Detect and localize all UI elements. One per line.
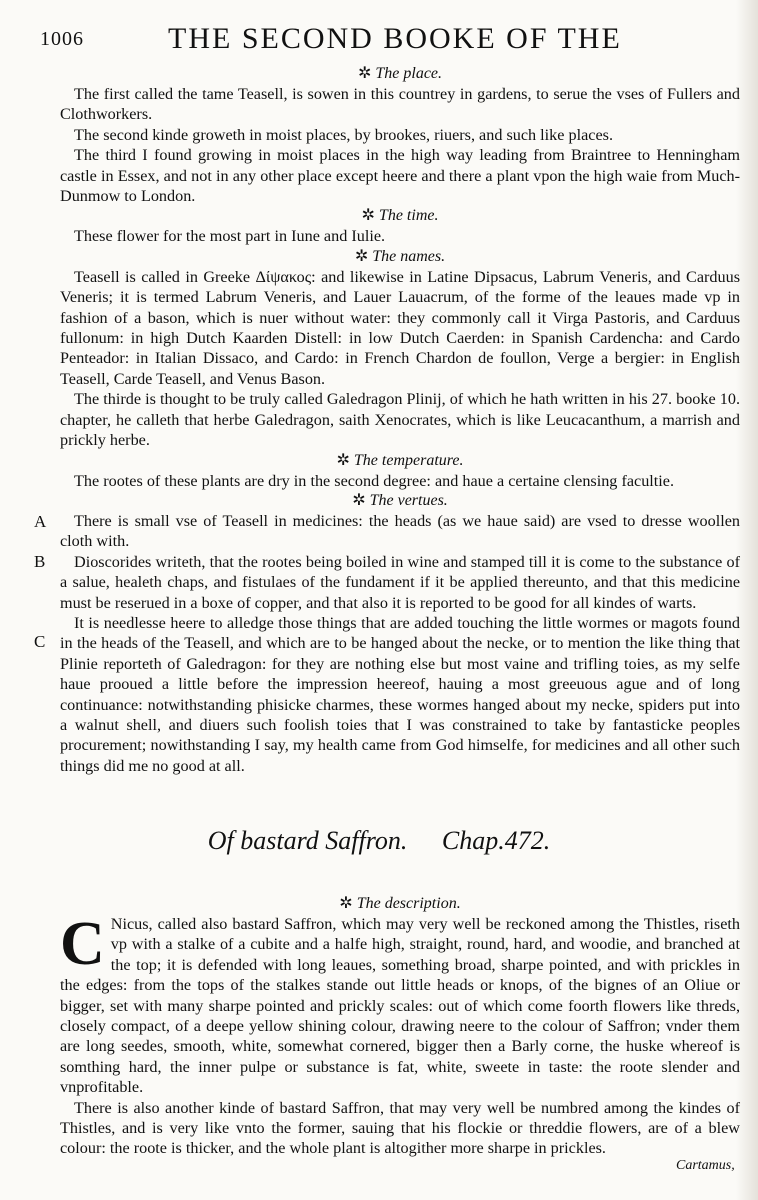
chapter-number: Chap.472. — [441, 826, 551, 855]
description-paragraph-1: C Nicus, called also bastard Saffron, which may very well be reckoned among the Thistles, riseth vp with a stalke of a cubite and a halfe high, straight, round, hard, and woodie, and branched at the top; it is defended with long leaues, something broad, sharpe pointed, and with prickles in the edges: from the tops of the stalkes stande out little heads or knops, of the bignes of an Oliue or bigger, set with many sharpe pointed and prickly scales: out of which come foorth flowers like threds, closely compact, of a deepe yellow shining colour, drawing neere to the colour of Saffron; vnder them are long seedes, smooth, white, somewhat cornered, bigger then a Barly corne, the huske whereof is somthing hard, the inner pulpe or substance is fat, white, sweete in taste: the roote slender and vnprofitable. — [60, 910, 740, 1097]
time-paragraph: These flower for the most part in Iune and Iulie. — [74, 227, 386, 246]
page-header — [40, 22, 740, 62]
asterism-icon: ✲ — [352, 491, 366, 509]
page-number: 1006 — [40, 28, 84, 50]
margin-letter-a: A — [34, 512, 47, 531]
catchword: Cartamus, — [676, 1158, 735, 1173]
time-heading: ✲ The time. — [361, 207, 439, 225]
asterism-icon: ✲ — [354, 247, 369, 265]
margin-letter-b: B — [34, 552, 46, 571]
chapter-title: Of bastard Saffron. — [207, 826, 408, 855]
asterism-icon: ✲ — [336, 451, 350, 469]
teasell-section — [60, 64, 740, 776]
vertue-b-paragraph: Dioscorides writeth, that the rootes being boiled in wine and stamped till it is come to the substance of a salue, healeth chaps, and fistulaes of the fundament if it be applied thereunto, and that this medicine must be reserued in a boxe of copper, and that also it is reported to be good for all kindes of warts. — [60, 552, 740, 612]
running-title: THE SECOND BOOKE OF THE — [168, 22, 622, 55]
names-paragraph-1: Teasell is called in Greeke Δίψακος: and likewise in Latine Dipsacus, Labrum Veneris, and Carduus Veneris; it is termed Labrum Veneris, and Lauer Lauacrum, of the forme of the leaues made vp in fashion of a bason, which is nuer without water: they commonly call it Virga Pastoris, and Carduus fullonum: in high Dutch Kaarden Distell: in low Dutch Caerden: in Spanish Cardencha: and Cardo Penteador: in Italian Dissaco, and Cardo: in French Chardon de foullon, Verge a bergier: in English Teasell, Carde Teasell, and Venus Bason. — [60, 267, 740, 388]
names-heading: ✲ The names. — [354, 247, 446, 265]
temperature-heading: ✲ The temperature. — [336, 451, 464, 469]
description-paragraph-2: There is also another kinde of bastard Saffron, that may very well be numbred among the kindes of Thistles, and is very like vnto the former, sauing that his flockie or threddie flowers, are of a blew colour: the roote is thicker, and the whole plant is altogither more sharpe in prickles. — [60, 1098, 740, 1158]
asterism-icon: ✲ — [339, 895, 353, 912]
drop-cap: C — [60, 910, 105, 978]
asterism-icon: ✲ — [357, 65, 372, 82]
names-paragraph-2: The thirde is thought to be truly called Galedragon Plinij, of which he hath written in his 27. booke 10. chapter, he calleth that herbe Galedragon, saith Xenocrates, which is like Leucacanthum, a marrish and prickly herbe. — [60, 390, 740, 450]
place-heading: ✲ The place. — [357, 65, 443, 82]
temperature-paragraph: The rootes of these plants are dry in the second degree: and haue a certaine clensing facultie. — [74, 471, 675, 490]
chapter-heading — [0, 826, 758, 856]
place-paragraph-3: The third I found growing in moist places in the high way leading from Braintree to Henningham castle in Essex, and not in any other place except heere and there a plant vpon the high waie from Much-Dunmow to London. — [60, 146, 740, 206]
bastard-saffron-section — [60, 894, 740, 1159]
vertue-c-paragraph: It is needlesse heere to alledge those things that are added touching the little wormes or magots found in the heads of the Teasell, and which are to be hanged about the necke, or to mention the like thing that Plinie reporteth of Galedragon: for they are nothing else but most vaine and trifling toies, as my selfe haue prooued a little before the impression heereof, hauing a most greeuous ague and of long continuance: notwithstanding phisicke charmes, these wormes hanged about my necke, spiders put into a walnut shell, and diuers such foolish toies that I was constrained to take by fantasticke peoples procurement; nowithstanding I say, my health came from God himselfe, for medicines and all other such things did me no good at all. — [60, 613, 740, 775]
place-paragraph-1: The first called the tame Teasell, is sowen in this countrey in gardens, to serue the vses of Fullers and Clothworkers. — [60, 85, 740, 124]
asterism-icon: ✲ — [361, 207, 375, 225]
vertues-heading: ✲ The vertues. — [352, 491, 448, 509]
place-paragraph-2: The second kinde groweth in moist places, by brookes, riuers, and such like places. — [74, 125, 613, 144]
margin-letter-c: C — [34, 632, 46, 651]
description-heading: ✲ The description. — [339, 895, 461, 912]
vertue-a-paragraph: There is small vse of Teasell in medicines: the heads (as we haue said) are vsed to dresse woollen cloth with. — [60, 511, 740, 551]
